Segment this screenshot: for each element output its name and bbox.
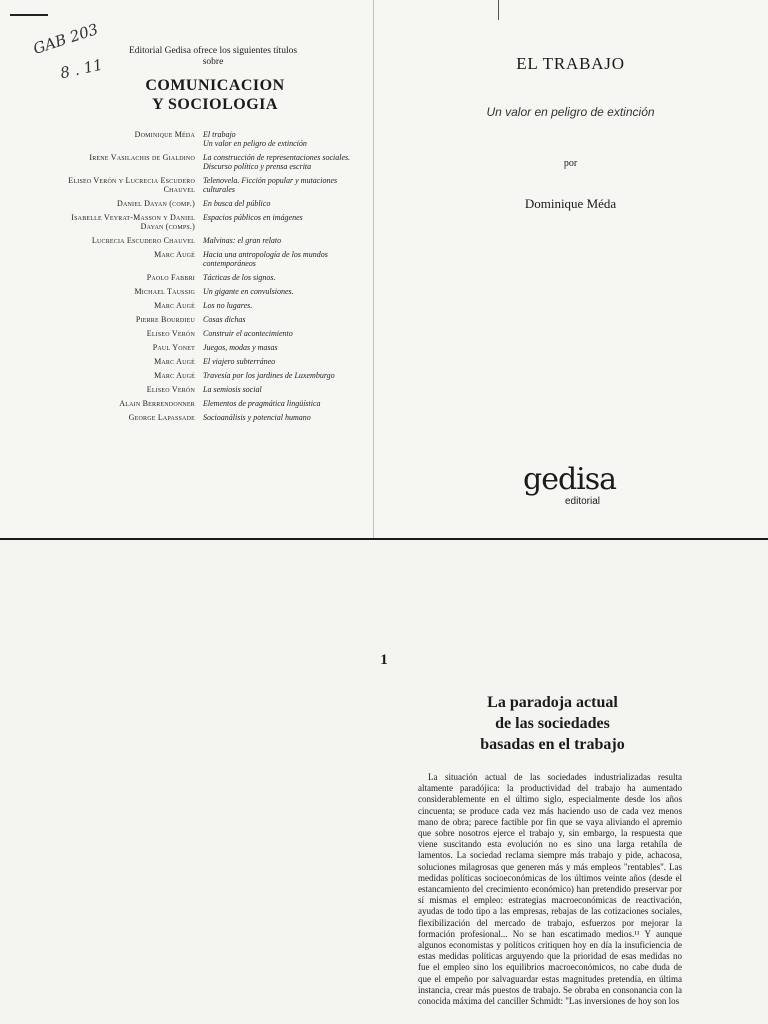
chapter-title-line-3: basadas en el trabajo bbox=[480, 736, 625, 753]
book-subtitle: Un valor en peligro de extinción bbox=[486, 105, 655, 119]
title-author: Marc Augé bbox=[154, 371, 195, 380]
title-entry bbox=[60, 399, 360, 408]
title-entry bbox=[60, 343, 360, 352]
chapter-body: La situación actual de las sociedades industrializadas resulta altamente paradójica: la productividad del trabajo ha aumentado considerablemente en el último siglo, especialmente desde los años cincuenta; se produce cada vez más haciendo uso de cada vez menos mano de obra; parece factible por fin que se vaya aliviando el apremio que sobre nosotros ejerce el trabajo y, sin embargo, la respuesta que viene suscitando esta evolución no es sino una larga retahíla de lamentos. La sociedad reclama siempre más trabajo y pide, achacosa, soluciones milagrosas que generen más y más empleos "rentables". Las medidas políticas socioeconómicas de los últimos veinte años (desde el estancamiento del crecimiento económico) han pretendido preservar por sí mismas el empleo: estrategias macroeconómicas de reactivación, ayudas de todo tipo a las empresas, rebajas de las cotizaciones sociales, flexibilización del mercado de trabajo, esfuerzos por mejorar la formación profesional... No se han escatimado medios.¹¹ Y aunque algunos economistas y políticos critiquen hoy en día la insuficiencia de estas medidas políticas arguyendo que la prioridad de esas medidas no fue el empleo sino los equilibrios macroeconómicos, no cabe duda de que el empeño por salvaguardar estas magnitudes pretendía, en última instancia, crear más puestos de trabajo. Se obraba en consonancia con la conocida máxima del canciller Schmidt: "Las inversiones de hoy son los bbox=[418, 772, 682, 1007]
title-author: Paul Yonet bbox=[152, 343, 195, 352]
chapter-title-line-1: La paradoja actual bbox=[487, 694, 618, 711]
series-title-line-2: Y SOCIOLOGIA bbox=[152, 96, 278, 113]
title-author: Pierre Bourdieu bbox=[135, 315, 195, 324]
title-author: Lucrecia Escudero Chauvel bbox=[91, 236, 195, 245]
title-name: Un gigante en convulsiones. bbox=[203, 287, 294, 296]
title-author: Michael Taussig bbox=[134, 287, 195, 296]
chapter-title bbox=[400, 692, 705, 755]
title-author: Eliseo Verón bbox=[146, 385, 195, 394]
title-entry bbox=[60, 176, 360, 194]
title-entry bbox=[60, 329, 360, 338]
title-entry bbox=[60, 153, 360, 171]
title-entry bbox=[60, 301, 360, 310]
title-author: Daniel Dayan (comp.) bbox=[117, 199, 195, 208]
book-title: EL TRABAJO bbox=[516, 54, 625, 73]
title-entry bbox=[60, 273, 360, 282]
series-title-line-1: COMUNICACION bbox=[145, 77, 285, 94]
title-author: George Lapassade bbox=[128, 413, 195, 422]
title-entry bbox=[60, 385, 360, 394]
title-author: Marc Augé bbox=[154, 357, 195, 366]
title-name: Hacia una antropología de los mundos contemporáneos bbox=[203, 250, 328, 268]
title-author: Eliseo Verón bbox=[146, 329, 195, 338]
title-author: Alain Berrendonner bbox=[119, 399, 195, 408]
title-author: Irene Vasilachis de Gialdino bbox=[89, 153, 195, 162]
book-author: Dominique Méda bbox=[524, 196, 617, 211]
title-author: Isabelle Veyrat-Masson y Daniel Dayan (comps.) bbox=[71, 213, 195, 231]
title-entry bbox=[60, 357, 360, 366]
series-title bbox=[120, 76, 310, 114]
scan-mark bbox=[10, 14, 48, 16]
right-page bbox=[373, 0, 768, 540]
title-name: Espacios públicos en imágenes bbox=[203, 213, 303, 222]
title-name: Travesía por los jardines de Luxemburgo bbox=[203, 371, 335, 380]
title-name: En busca del público bbox=[203, 199, 271, 208]
gedisa-logo: gedisa bbox=[523, 462, 617, 497]
title-entry bbox=[60, 130, 360, 148]
title-name: Cosas dichas bbox=[203, 315, 246, 324]
title-name: Construir el acontecimiento bbox=[203, 329, 293, 338]
title-name: Telenovela. Ficción popular y mutaciones culturales bbox=[203, 176, 338, 194]
title-entry bbox=[60, 413, 360, 422]
publisher-intro: Editorial Gedisa ofrece los siguientes títulos sobre bbox=[128, 46, 298, 67]
title-name: Juegos, modas y masas bbox=[203, 343, 278, 352]
title-author: Eliseo Verón y Lucrecia Escudero Chauvel bbox=[68, 176, 195, 194]
title-name: Los no lugares. bbox=[203, 301, 253, 310]
chapter-title-line-2: de las sociedades bbox=[495, 715, 610, 732]
left-page bbox=[0, 0, 373, 540]
title-name: Malvinas: el gran relato bbox=[203, 236, 282, 245]
title-author: Dominique Méda bbox=[134, 130, 195, 139]
title-entry bbox=[60, 315, 360, 324]
title-name: Tácticas de los signos. bbox=[203, 273, 276, 282]
title-name: El trabajo Un valor en peligro de extinción bbox=[203, 130, 307, 148]
title-name: La semiosis social bbox=[203, 385, 262, 394]
title-entry bbox=[60, 213, 360, 231]
title-entry bbox=[60, 199, 360, 208]
handwritten-note-2: 8 . 11 bbox=[58, 55, 105, 83]
fold-mark bbox=[498, 0, 499, 20]
title-entry bbox=[60, 287, 360, 296]
title-author: Paolo Fabbri bbox=[146, 273, 195, 282]
titles-list bbox=[60, 130, 360, 427]
title-name: Socioanálisis y potencial humano bbox=[203, 413, 311, 422]
title-entry bbox=[60, 371, 360, 380]
handwritten-note-1: GAB 203 bbox=[30, 20, 101, 58]
title-author: Marc Augé bbox=[154, 301, 195, 310]
title-entry bbox=[60, 250, 360, 268]
title-entry bbox=[60, 236, 360, 245]
title-name: Elementos de pragmática lingüística bbox=[203, 399, 321, 408]
chapter-number: 1 bbox=[380, 652, 388, 668]
title-name: La construcción de representaciones sociales. Discurso político y prensa escrita bbox=[203, 153, 351, 171]
title-name: El viajero subterráneo bbox=[203, 357, 276, 366]
by-label: por bbox=[563, 158, 578, 169]
chapter-page bbox=[0, 540, 768, 1024]
page-fold bbox=[373, 0, 374, 540]
logo-subtitle: editorial bbox=[565, 496, 601, 507]
title-author: Marc Augé bbox=[154, 250, 195, 259]
